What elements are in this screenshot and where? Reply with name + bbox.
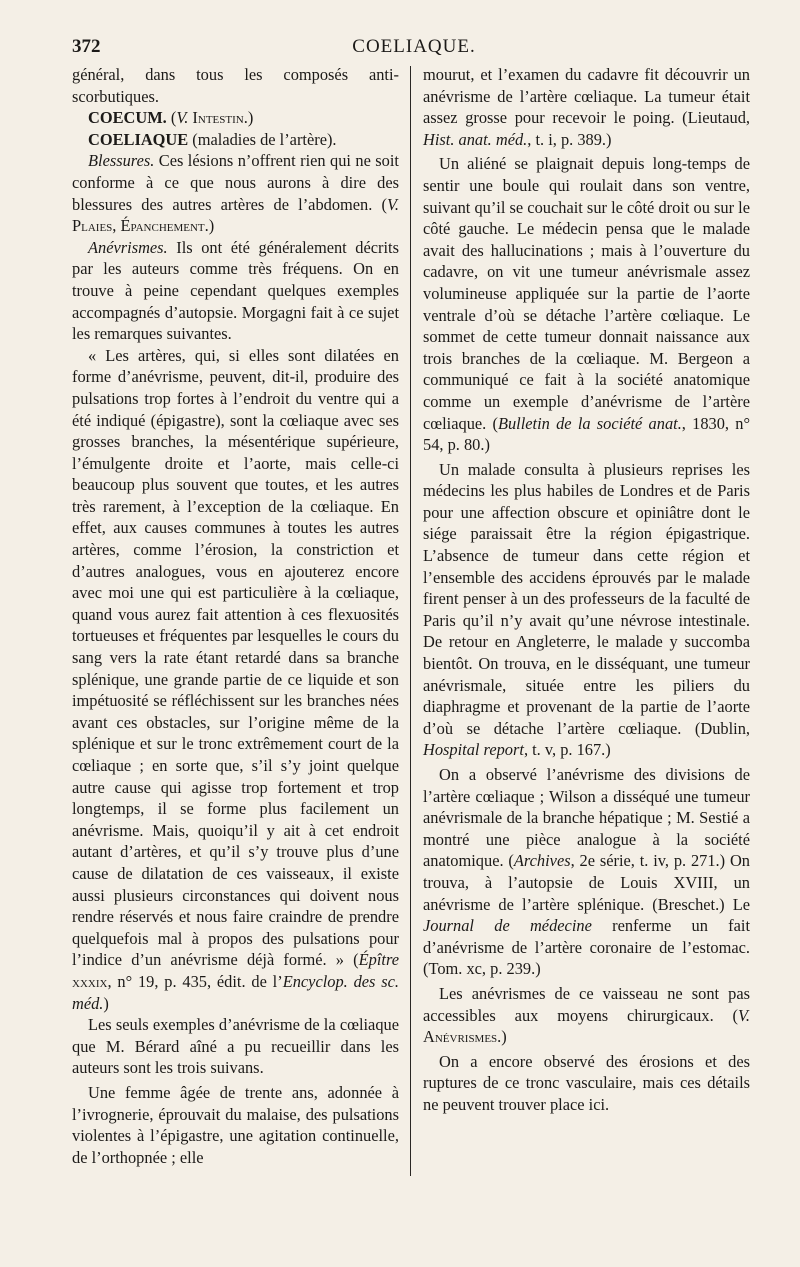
paragraph-morgagni-quote: « Les artères, qui, si elles sont dilatées en forme d’anévrisme, peuvent, dit-il, produire des pulsations trop fortes à l’endroit du ventre qui a été indiqué (épigastre), sont la cœliaque avec ses grosses branches, la mésentérique supérieure, l’émulgente droite et l’aorte, mais celle-ci beaucoup plus souvent que toutes, et les autres très rarement, à l’exception de la cœliaque. En effet, aux causes communes à toutes les autres artères, comme l’érosion, la constriction et d’autres analogues, vous en ajouterez encore avec moi une qui est particulière à la cœliaque, quand vous aurez fait attention à ces flexuosités tortueuses et fréquentes par lesquelles le cours du sang vers la rate étant retardé dans sa branche splénique, une grande partie de ce liquide et son impétuosité se réfléchissent sur les branches nées avant ces obstacles, sur l’origine même de la splénique et sur le tronc extrêmement court de la cœliaque ; en sorte que, s’il s’y joint quelque autre cause qui agisse trop fortement et trop longtemps, il se forme plus facilement un anévrisme. Mais, quoiqu’il y ait à cet endroit autant d’artères, et qu’il s’y trouve plus d’une cause de dilatation de ces vaisseaux, il existe aussi plusieurs circonstances qui doivent nous rendre réservés et nous faire craindre de prendre quelquefois mal à propos des pulsations pour l’indice d’un anévrisme déjà formé. » (Épître xxxix, n° 19, p. 435, édit. de l’Encyclop. des sc. méd.)	[72, 345, 400, 1013]
left-column	[72, 64, 399, 1168]
column-divider	[410, 66, 411, 1176]
paragraph-case-london: Un malade consulta à plusieurs reprises les médecins les plus habiles de Londres et de Paris pour une affection obscure et opiniâtre dont le siége paraissait être la région épigastrique. L’absence de tumeur dans cette région et l’ensemble des accidens éprouvés par le malade firent penser à un des professeurs de la faculté de Paris qu’il n’y avait qu’une névrose intestinale. De retour en Angleterre, le malade y succomba bientôt. On trouva, en le disséquant, une tumeur anévrismale, située entre les piliers du diaphragme et provenant de la partie de l’aorte d’où se détache l’artère cœliaque. (Dublin, Hospital report, t. v, p. 167.)	[423, 459, 750, 760]
paragraph-berard: Les seuls exemples d’anévrisme de la cœliaque que M. Bérard aîné a pu recueillir dans les auteurs sont les trois suivans.	[72, 1015, 399, 1078]
entry-coeliaque: COELIAQUE (maladies de l’artère).	[88, 129, 337, 149]
page-number: 372	[72, 36, 101, 57]
paragraph-case-woman-cont: mourut, et l’examen du cadavre fit découvrir un anévrisme de l’artère cœliaque. La tumeur était assez grosse pour recevoir le poing. (Lieutaud, Hist. anat. méd., t. i, p. 389.)	[423, 65, 750, 149]
entry-coecum: COECUM. (V. Intestin.)	[88, 108, 254, 128]
right-column	[423, 64, 750, 1116]
paragraph-anevrismes: Anévrismes. Ils ont été généralement décrits par les auteurs comme très fréquens. On en trouve à peine cependant quelques exemples accompagnés d’autopsie. Morgagni fait à ce sujet les remarques suivantes.	[72, 237, 399, 344]
subheading-blessures: Blessures.	[88, 151, 155, 171]
paragraph-surgical: Les anévrismes de ce vaisseau ne sont pas accessibles aux moyens chirurgicaux. (V. Anévrismes.)	[423, 983, 750, 1047]
running-head: COELIAQUE.	[352, 36, 476, 57]
paragraph-case-alienated: Un aliéné se plaignait depuis long-temps de sentir une boule qui roulait dans son ventre, suivant qu’il se couchait sur le côté droit ou sur le côté gauche. Le médecin pensa que le malade avait des hallucinations ; mais à l’ouverture du cadavre, on vit une tumeur anévrismale assez volumineuse appliquée sur la partie de l’aorte ventrale d’où se détache l’artère cœliaque. Le sommet de cette tumeur donnait naissance aux trois branches de la cœliaque. M. Bergeon a communiqué ce fait à la société anatomique comme un exemple d’anévrisme de l’artère cœliaque. (Bulletin de la société anat., 1830, n° 54, p. 80.)	[423, 154, 751, 455]
paragraph-divisions: On a observé l’anévrisme des divisions de l’artère cœliaque ; Wilson a disséqué une tumeur anévrismale de la branche hépatique ; M. Sestié a montré une pièce analogue à la société anatomique. (Archives, 2e série, t. iv, p. 271.) On trouva, à l’autopsie de Louis XVIII, un anévrisme de l’artère splénique. (Breschet.) Le Journal de médecine renferme un fait d’anévrisme de l’artère coronaire de l’estomac. (Tom. xc, p. 239.)	[423, 765, 750, 979]
subheading-anevrismes: Anévrismes.	[88, 237, 168, 257]
cross-reference: Plaies, Épanchement.	[72, 216, 209, 236]
paragraph-scorbutiques: général, dans tous les composés anti-scorbutiques.	[72, 65, 399, 106]
cross-reference: Anévrismes.	[423, 1027, 502, 1047]
entry-heading-coecum: COECUM.	[88, 108, 167, 128]
page-header	[72, 34, 756, 64]
paragraph-erosions: On a encore observé des érosions et des ruptures de ce tronc vasculaire, mais ces détails ne peuvent trouver place ici.	[423, 1051, 750, 1114]
paragraph-blessures: Blessures. Ces lésions n’offrent rien qui ne soit conforme à ce que nous aurons à dire des blessures des autres artères de l’abdomen. (V. Plaies, Épanchement.)	[72, 151, 399, 236]
entry-heading-coeliaque: COELIAQUE	[88, 129, 189, 149]
paragraph-case-woman: Une femme âgée de trente ans, adonnée à l’ivrognerie, éprouvait du malaise, des pulsations violentes à l’épigastre, une agitation continuelle, de l’orthopnée ; elle	[72, 1082, 399, 1167]
cross-reference: Intestin.	[188, 108, 248, 128]
